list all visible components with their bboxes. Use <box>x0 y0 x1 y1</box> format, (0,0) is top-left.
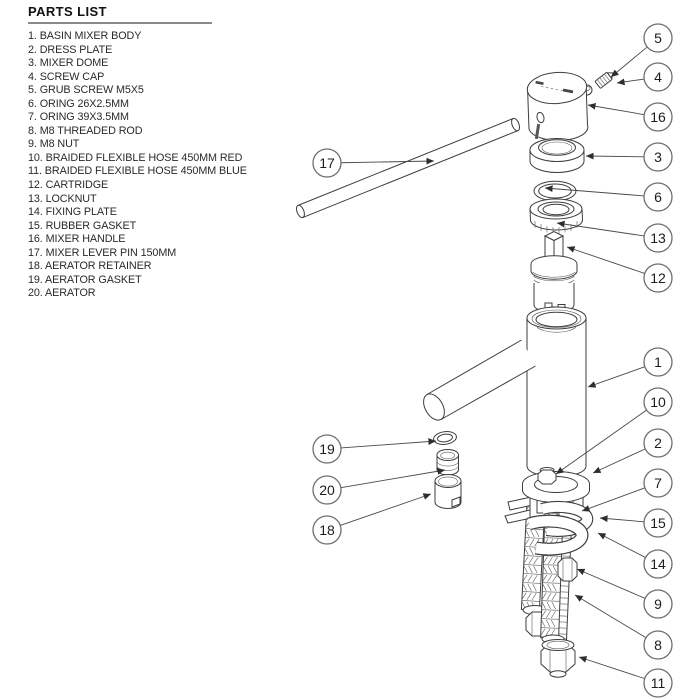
parts-list-item-15: 15. RUBBER GASKET <box>28 219 137 232</box>
leader-line-4 <box>617 79 644 83</box>
parts-list-item-7: 7. ORING 39X3.5MM <box>28 111 129 124</box>
mixer-dome-drawing <box>530 139 584 173</box>
callout-number-1: 1 <box>654 353 662 370</box>
hose-top-in-body-drawing <box>538 468 556 485</box>
hose-blue-nut-drawing <box>541 640 575 678</box>
spout-drawing <box>419 340 535 424</box>
callout-number-9: 9 <box>654 595 662 612</box>
parts-list-item-20: 20. AERATOR <box>28 287 96 300</box>
parts-list-item-14: 14. FIXING PLATE <box>28 206 117 219</box>
leader-line-19 <box>341 441 436 448</box>
parts-list-title: PARTS LIST <box>28 4 107 19</box>
grub-screw-drawing <box>595 69 616 88</box>
parts-list-item-16: 16. MIXER HANDLE <box>28 233 126 246</box>
locknut-drawing <box>530 199 583 234</box>
leader-line-11 <box>579 657 645 679</box>
leader-line-20 <box>341 470 445 488</box>
leader-line-3 <box>586 156 644 157</box>
leader-line-12 <box>567 247 645 273</box>
mixer-handle-drawing <box>526 70 588 140</box>
callout-number-15: 15 <box>650 514 666 531</box>
aerator-gasket-drawing <box>433 430 458 446</box>
callout-number-18: 18 <box>319 521 335 538</box>
parts-list-item-1: 1. BASIN MIXER BODY <box>28 30 142 42</box>
callout-number-7: 7 <box>654 474 662 491</box>
parts-list-item-18: 18. AERATOR RETAINER <box>28 260 152 273</box>
callout-number-20: 20 <box>319 481 335 498</box>
parts-list-item-5: 5. GRUB SCREW M5X5 <box>28 84 144 97</box>
m8-nut-drawing <box>558 558 577 581</box>
callout-number-5: 5 <box>654 29 662 46</box>
callout-number-16: 16 <box>650 108 666 125</box>
leader-line-15 <box>600 518 644 522</box>
leader-line-1 <box>588 367 645 387</box>
callout-number-17: 17 <box>319 154 335 171</box>
parts-list-item-8: 8. M8 THREADED ROD <box>28 124 143 137</box>
parts-list-item-19: 19. AERATOR GASKET <box>28 273 142 286</box>
parts-list-item-12: 12. CARTRIDGE <box>28 179 109 192</box>
callout-number-10: 10 <box>650 393 666 410</box>
parts-list-item-11: 11. BRAIDED FLEXIBLE HOSE 450MM BLUE <box>28 165 247 178</box>
parts-list-item-6: 6. ORING 26X2.5MM <box>28 97 129 110</box>
parts-list-item-4: 4. SCREW CAP <box>28 70 105 83</box>
parts-list-item-2: 2. DRESS PLATE <box>28 43 113 56</box>
leader-line-16 <box>588 105 644 115</box>
cartridge-drawing <box>531 232 577 313</box>
parts-list-item-9: 9. M8 NUT <box>28 138 80 151</box>
callout-number-11: 11 <box>650 674 666 691</box>
parts-list-item-3: 3. MIXER DOME <box>28 57 109 70</box>
leader-line-8 <box>575 595 646 638</box>
parts-list-item-13: 13. LOCKNUT <box>28 192 97 205</box>
leader-line-18 <box>340 494 431 525</box>
callout-number-6: 6 <box>654 188 662 205</box>
parts-list-item-10: 10. BRAIDED FLEXIBLE HOSE 450MM RED <box>28 151 243 164</box>
oring-26-drawing <box>534 181 576 201</box>
leader-line-7 <box>582 488 645 511</box>
leader-line-13 <box>557 223 644 236</box>
callout-number-4: 4 <box>654 68 662 85</box>
parts-list-item-17: 17. MIXER LEVER PIN 150MM <box>28 246 177 259</box>
callout-number-8: 8 <box>654 636 662 653</box>
callout-number-12: 12 <box>650 269 666 286</box>
aerator-retainer-drawing <box>435 475 461 509</box>
callout-number-14: 14 <box>650 555 666 572</box>
leader-line-9 <box>577 569 645 598</box>
callout-number-3: 3 <box>654 148 662 165</box>
callout-number-19: 19 <box>319 440 335 457</box>
leader-line-14 <box>598 533 646 558</box>
leader-line-5 <box>611 47 647 77</box>
callout-number-2: 2 <box>654 434 662 451</box>
leader-line-2 <box>593 449 645 473</box>
callout-number-13: 13 <box>650 229 666 246</box>
